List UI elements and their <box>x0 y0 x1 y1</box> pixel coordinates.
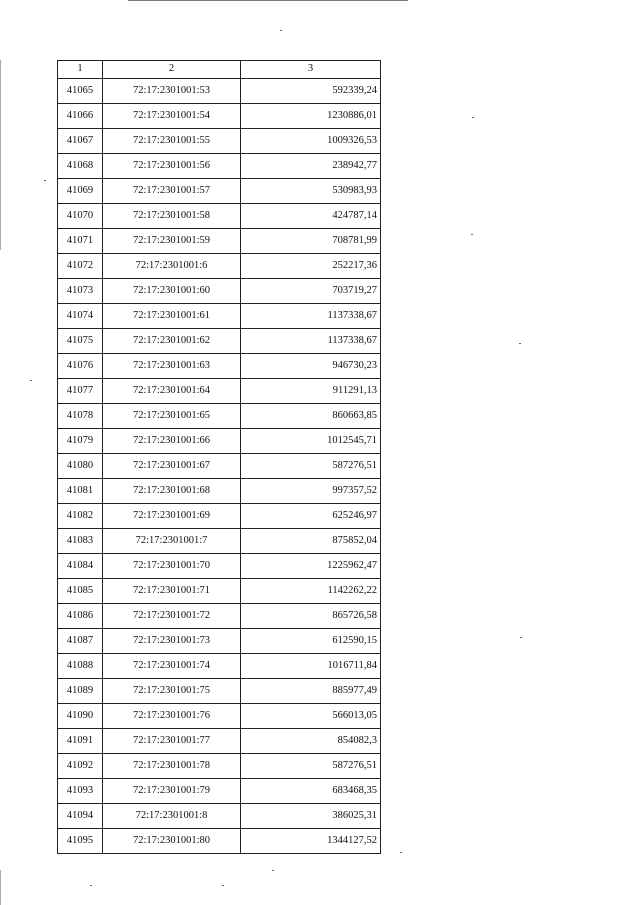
table-row <box>58 354 381 379</box>
cadastral-value-table <box>57 60 381 854</box>
cadastral-number-cell: 72:17:2301001:80 <box>103 829 241 854</box>
row-number-cell: 41070 <box>58 204 103 229</box>
row-number-cell: 41069 <box>58 179 103 204</box>
value-cell: 1137338,67 <box>241 329 381 354</box>
cadastral-number-cell: 72:17:2301001:65 <box>103 404 241 429</box>
table-row <box>58 504 381 529</box>
value-cell: 885977,49 <box>241 679 381 704</box>
scan-speck <box>520 637 522 638</box>
value-cell: 424787,14 <box>241 204 381 229</box>
table-row <box>58 379 381 404</box>
cadastral-number-cell: 72:17:2301001:76 <box>103 704 241 729</box>
value-cell: 252217,36 <box>241 254 381 279</box>
value-cell: 875852,04 <box>241 529 381 554</box>
cadastral-number-cell: 72:17:2301001:61 <box>103 304 241 329</box>
row-number-cell: 41077 <box>58 379 103 404</box>
row-number-cell: 41089 <box>58 679 103 704</box>
table-row <box>58 829 381 854</box>
value-cell: 386025,31 <box>241 804 381 829</box>
row-number-cell: 41074 <box>58 304 103 329</box>
cadastral-number-cell: 72:17:2301001:73 <box>103 629 241 654</box>
value-cell: 1016711,84 <box>241 654 381 679</box>
table-row <box>58 604 381 629</box>
table-row <box>58 754 381 779</box>
scan-speck <box>272 870 274 871</box>
row-number-cell: 41095 <box>58 829 103 854</box>
row-number-cell: 41065 <box>58 79 103 104</box>
column-header-1: 1 <box>58 61 103 79</box>
value-cell: 566013,05 <box>241 704 381 729</box>
row-number-cell: 41075 <box>58 329 103 354</box>
table-row <box>58 779 381 804</box>
row-number-cell: 41078 <box>58 404 103 429</box>
scan-speck <box>90 885 92 886</box>
table-header-row <box>58 61 381 79</box>
cadastral-number-cell: 72:17:2301001:57 <box>103 179 241 204</box>
cadastral-number-cell: 72:17:2301001:55 <box>103 129 241 154</box>
row-number-cell: 41094 <box>58 804 103 829</box>
table-row <box>58 204 381 229</box>
left-edge-mark <box>0 60 1 250</box>
cadastral-number-cell: 72:17:2301001:53 <box>103 79 241 104</box>
value-cell: 946730,23 <box>241 354 381 379</box>
scan-speck <box>280 30 282 31</box>
value-cell: 708781,99 <box>241 229 381 254</box>
cadastral-number-cell: 72:17:2301001:54 <box>103 104 241 129</box>
cadastral-number-cell: 72:17:2301001:72 <box>103 604 241 629</box>
row-number-cell: 41090 <box>58 704 103 729</box>
cadastral-number-cell: 72:17:2301001:56 <box>103 154 241 179</box>
table-row <box>58 279 381 304</box>
cadastral-number-cell: 72:17:2301001:70 <box>103 554 241 579</box>
table-row <box>58 179 381 204</box>
table-row <box>58 404 381 429</box>
value-cell: 854082,3 <box>241 729 381 754</box>
row-number-cell: 41079 <box>58 429 103 454</box>
value-cell: 592339,24 <box>241 79 381 104</box>
value-cell: 865726,58 <box>241 604 381 629</box>
row-number-cell: 41084 <box>58 554 103 579</box>
value-cell: 530983,93 <box>241 179 381 204</box>
table-row <box>58 254 381 279</box>
row-number-cell: 41091 <box>58 729 103 754</box>
value-cell: 238942,77 <box>241 154 381 179</box>
scan-speck <box>30 380 32 381</box>
scan-speck <box>519 343 521 344</box>
scan-speck <box>472 117 474 118</box>
row-number-cell: 41076 <box>58 354 103 379</box>
value-cell: 612590,15 <box>241 629 381 654</box>
cadastral-number-cell: 72:17:2301001:7 <box>103 529 241 554</box>
value-cell: 1225962,47 <box>241 554 381 579</box>
cadastral-number-cell: 72:17:2301001:8 <box>103 804 241 829</box>
row-number-cell: 41092 <box>58 754 103 779</box>
row-number-cell: 41068 <box>58 154 103 179</box>
row-number-cell: 41083 <box>58 529 103 554</box>
row-number-cell: 41067 <box>58 129 103 154</box>
column-header-3: 3 <box>241 61 381 79</box>
value-cell: 625246,97 <box>241 504 381 529</box>
cadastral-number-cell: 72:17:2301001:71 <box>103 579 241 604</box>
row-number-cell: 41082 <box>58 504 103 529</box>
scan-speck <box>400 852 402 853</box>
row-number-cell: 41071 <box>58 229 103 254</box>
scan-speck <box>44 180 46 181</box>
cadastral-number-cell: 72:17:2301001:79 <box>103 779 241 804</box>
row-number-cell: 41086 <box>58 604 103 629</box>
cadastral-number-cell: 72:17:2301001:75 <box>103 679 241 704</box>
cadastral-number-cell: 72:17:2301001:6 <box>103 254 241 279</box>
value-cell: 1137338,67 <box>241 304 381 329</box>
cadastral-number-cell: 72:17:2301001:64 <box>103 379 241 404</box>
value-cell: 1142262,22 <box>241 579 381 604</box>
value-cell: 860663,85 <box>241 404 381 429</box>
table-row <box>58 554 381 579</box>
row-number-cell: 41093 <box>58 779 103 804</box>
cadastral-number-cell: 72:17:2301001:59 <box>103 229 241 254</box>
table-row <box>58 154 381 179</box>
row-number-cell: 41073 <box>58 279 103 304</box>
row-number-cell: 41066 <box>58 104 103 129</box>
table-row <box>58 104 381 129</box>
table-row <box>58 529 381 554</box>
cadastral-number-cell: 72:17:2301001:60 <box>103 279 241 304</box>
value-cell: 1230886,01 <box>241 104 381 129</box>
left-edge-mark-bottom <box>0 870 1 905</box>
cadastral-number-cell: 72:17:2301001:67 <box>103 454 241 479</box>
table-row <box>58 729 381 754</box>
value-cell: 587276,51 <box>241 454 381 479</box>
value-cell: 703719,27 <box>241 279 381 304</box>
value-cell: 997357,52 <box>241 479 381 504</box>
row-number-cell: 41080 <box>58 454 103 479</box>
row-number-cell: 41087 <box>58 629 103 654</box>
cadastral-number-cell: 72:17:2301001:77 <box>103 729 241 754</box>
cadastral-number-cell: 72:17:2301001:62 <box>103 329 241 354</box>
cadastral-number-cell: 72:17:2301001:66 <box>103 429 241 454</box>
table-row <box>58 454 381 479</box>
top-edge-rule <box>128 0 408 1</box>
table-row <box>58 79 381 104</box>
column-header-2: 2 <box>103 61 241 79</box>
cadastral-number-cell: 72:17:2301001:68 <box>103 479 241 504</box>
row-number-cell: 41072 <box>58 254 103 279</box>
table-row <box>58 229 381 254</box>
value-cell: 1012545,71 <box>241 429 381 454</box>
table-row <box>58 329 381 354</box>
table-row <box>58 629 381 654</box>
value-cell: 1344127,52 <box>241 829 381 854</box>
table-row <box>58 679 381 704</box>
table-row <box>58 429 381 454</box>
cadastral-number-cell: 72:17:2301001:58 <box>103 204 241 229</box>
table-row <box>58 654 381 679</box>
cadastral-number-cell: 72:17:2301001:78 <box>103 754 241 779</box>
row-number-cell: 41081 <box>58 479 103 504</box>
value-cell: 1009326,53 <box>241 129 381 154</box>
table-row <box>58 479 381 504</box>
cadastral-number-cell: 72:17:2301001:63 <box>103 354 241 379</box>
table-body <box>58 79 381 854</box>
value-cell: 587276,51 <box>241 754 381 779</box>
table-row <box>58 129 381 154</box>
table-row <box>58 304 381 329</box>
table-row <box>58 579 381 604</box>
cadastral-number-cell: 72:17:2301001:74 <box>103 654 241 679</box>
scan-speck <box>471 234 473 235</box>
table-row <box>58 804 381 829</box>
cadastral-number-cell: 72:17:2301001:69 <box>103 504 241 529</box>
scan-speck <box>222 885 224 886</box>
table-row <box>58 704 381 729</box>
row-number-cell: 41085 <box>58 579 103 604</box>
value-cell: 911291,13 <box>241 379 381 404</box>
value-cell: 683468,35 <box>241 779 381 804</box>
row-number-cell: 41088 <box>58 654 103 679</box>
